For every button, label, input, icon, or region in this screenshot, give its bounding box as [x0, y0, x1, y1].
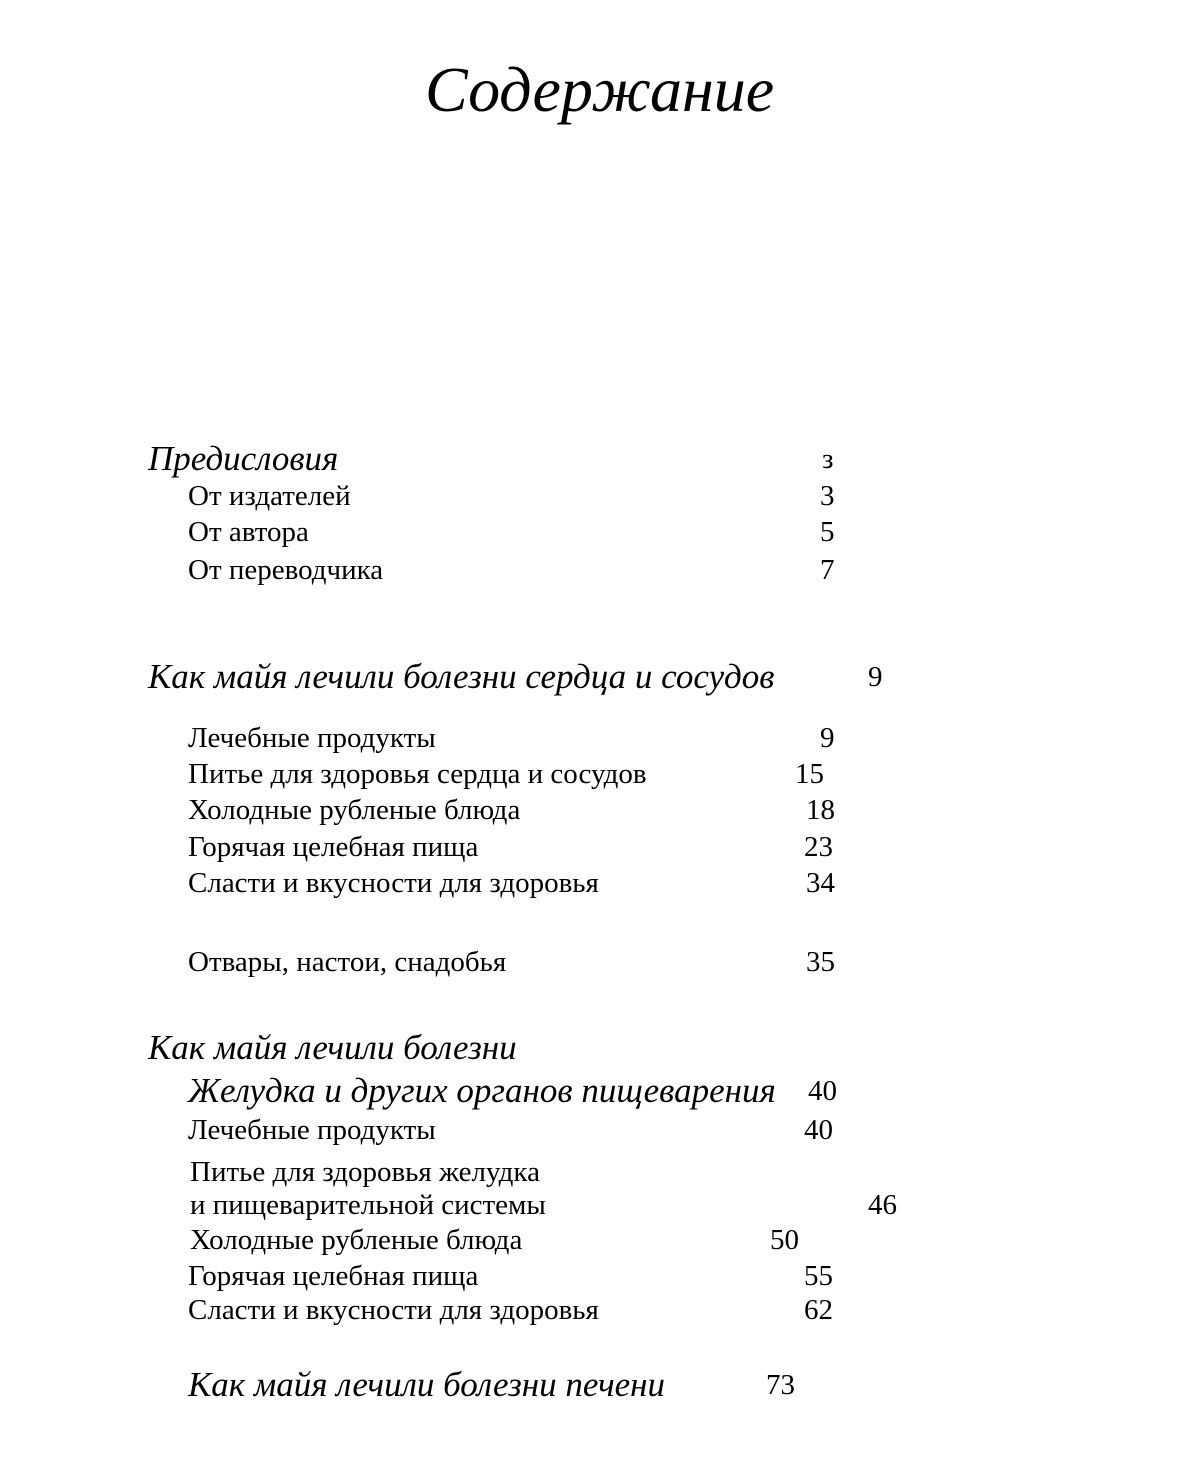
toc-item: Лечебные продукты: [188, 1114, 436, 1146]
toc-page-number: 9: [820, 722, 835, 754]
toc-heading-stomach: Как майя лечили болезни: [148, 1028, 517, 1067]
toc-item: От переводчика: [188, 554, 384, 586]
toc-item: Отвары, настои, снадобья: [188, 946, 507, 978]
toc-item: От автора: [188, 516, 309, 548]
toc-page-number: 18: [806, 794, 835, 826]
toc-item-line2: и пищеварительной системы: [190, 1189, 546, 1221]
toc-heading-heart: Как майя лечили болезни сердца и сосудов: [148, 657, 775, 696]
toc-item: Холодные рубленые блюда: [190, 1224, 523, 1256]
toc-page-number: 7: [820, 554, 835, 586]
toc-heading-prefaces: Предисловия: [148, 439, 339, 478]
toc-page-number: 62: [804, 1294, 833, 1326]
toc-page-number: 40: [808, 1075, 837, 1107]
page-title: Содержание: [425, 54, 775, 125]
toc-item: Сласти и вкусности для здоровья: [188, 867, 599, 899]
toc-item: Лечебные продукты: [188, 722, 436, 754]
toc-page-number: 23: [804, 831, 833, 863]
toc-page-number: 34: [806, 867, 835, 899]
toc-page-number: 5: [820, 516, 835, 548]
toc-heading-stomach-line2: Желудка и других органов пищеварения: [188, 1071, 776, 1110]
toc-heading-liver: Как майя лечили болезни печени: [188, 1365, 666, 1404]
toc-page-number: 55: [804, 1260, 833, 1292]
toc-page-number: 15: [795, 758, 824, 790]
toc-page-number: 40: [804, 1114, 833, 1146]
toc-item: Горячая целебная пища: [188, 1260, 479, 1292]
toc-page-number: 35: [806, 946, 835, 978]
toc-page-number: 50: [770, 1224, 799, 1256]
toc-page-number: 3: [820, 480, 835, 512]
toc-item: Питье для здоровья сердца и сосудов: [188, 758, 647, 790]
toc-page-number: 9: [868, 661, 883, 693]
toc-item: Питье для здоровья желудка: [190, 1156, 540, 1188]
toc-page-number: 46: [868, 1189, 897, 1221]
toc-item: От издателей: [188, 480, 351, 512]
toc-page-number: 73: [766, 1369, 795, 1401]
toc-page-number: з: [822, 443, 834, 475]
toc-item: Сласти и вкусности для здоровья: [188, 1294, 599, 1326]
toc-item: Горячая целебная пища: [188, 831, 479, 863]
toc-item: Холодные рубленые блюда: [188, 794, 521, 826]
